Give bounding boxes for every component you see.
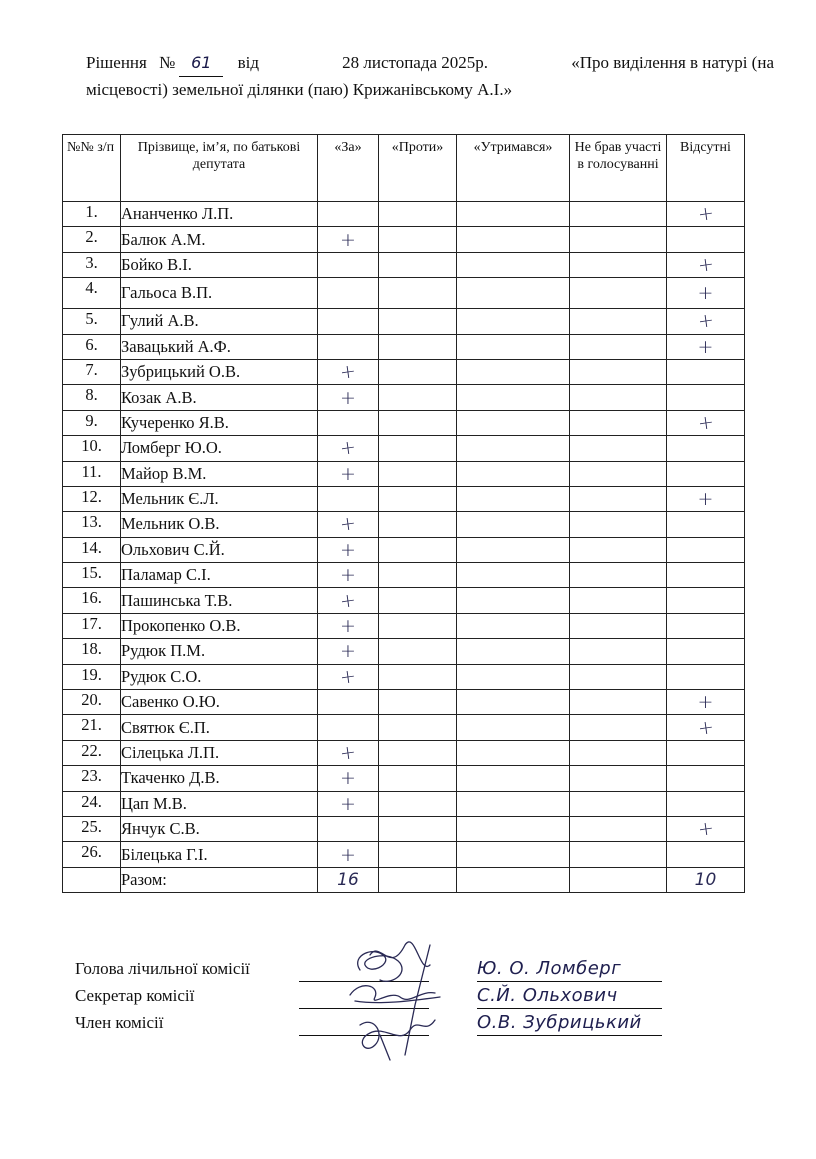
table-row [63,436,745,461]
vote-against-cell [379,486,457,511]
deputy-name: Рудюк П.М. [121,639,318,664]
not-voted-cell [570,309,667,334]
table-row [63,227,745,252]
row-number: 12. [63,486,121,511]
deputy-name: Святюк Є.П. [121,715,318,740]
row-number: 24. [63,791,121,816]
table-row [63,309,745,334]
absent-mark: + [696,252,715,277]
from-word: від [237,53,259,72]
deputy-name: Ананченко Л.П. [121,202,318,227]
absent-mark: + [697,691,714,714]
table-row [63,588,745,613]
vote-against-cell [379,639,457,664]
absent-cell [667,639,745,664]
signature-secretary [350,986,440,1003]
vote-against-cell [379,766,457,791]
total-row [63,867,745,892]
secretary-name: С.Й. Ольхович [477,984,662,1009]
table-row [63,512,745,537]
vote-for-cell [318,385,379,410]
absent-cell [667,252,745,277]
absent-cell [667,512,745,537]
deputy-name: Завацький А.Ф. [121,334,318,359]
row-number: 22. [63,740,121,765]
deputy-name: Майор В.М. [121,461,318,486]
row-number: 3. [63,252,121,277]
absent-cell [667,588,745,613]
not-voted-cell [570,690,667,715]
vote-for-mark: + [340,767,356,790]
vote-abstained-cell [457,690,570,715]
vote-for-cell [318,588,379,613]
absent-mark: + [697,335,714,358]
deputy-name: Янчук С.В. [121,816,318,841]
table-row [63,613,745,638]
table-header-row [63,135,745,202]
vote-against-cell [379,512,457,537]
deputy-name: Цап М.В. [121,791,318,816]
handwritten-signatures [330,935,450,1065]
vote-abstained-cell [457,664,570,689]
absent-cell [667,359,745,384]
total-against [379,867,457,892]
vote-for-mark: + [340,538,356,561]
vote-abstained-cell [457,563,570,588]
vote-against-cell [379,202,457,227]
vote-against-cell [379,334,457,359]
absent-mark: + [696,715,715,740]
row-number: 21. [63,715,121,740]
vote-for-cell [318,639,379,664]
vote-abstained-cell [457,816,570,841]
row-number: 9. [63,410,121,435]
vote-against-cell [379,385,457,410]
absent-cell [667,715,745,740]
vote-for-mark: + [338,588,358,613]
vote-abstained-cell [457,613,570,638]
vote-abstained-cell [457,252,570,277]
absent-cell [667,816,745,841]
total-abstained [457,867,570,892]
vote-for-cell [318,690,379,715]
table-row [63,715,745,740]
header-absent: Відсутні [667,135,745,202]
absent-mark: + [696,410,715,435]
vote-for-mark: + [340,564,356,587]
vote-for-cell [318,202,379,227]
row-number: 17. [63,613,121,638]
header-name: Прізвище, ім’я, по батькові депутата [121,135,318,202]
deputy-name: Мельник О.В. [121,512,318,537]
vote-for-mark: + [340,228,356,251]
not-voted-cell [570,202,667,227]
vote-for-cell [318,563,379,588]
vote-for-cell [318,715,379,740]
not-voted-cell [570,563,667,588]
row-number: 20. [63,690,121,715]
table-row [63,740,745,765]
absent-cell [667,740,745,765]
not-voted-cell [570,334,667,359]
vote-against-cell [379,436,457,461]
vote-against-cell [379,227,457,252]
absent-cell [667,690,745,715]
vote-abstained-cell [457,385,570,410]
not-voted-cell [570,664,667,689]
vote-for-cell [318,537,379,562]
vote-abstained-cell [457,639,570,664]
vote-against-cell [379,664,457,689]
not-voted-cell [570,512,667,537]
row-number: 25. [63,816,121,841]
not-voted-cell [570,588,667,613]
vote-abstained-cell [457,227,570,252]
table-row [63,486,745,511]
absent-mark: + [696,817,715,842]
total-absent [667,867,745,892]
table-body [63,202,745,868]
secretary-role: Секретар комісії [75,986,195,1005]
table-row [63,359,745,384]
vote-abstained-cell [457,436,570,461]
member-name: О.В. Зубрицький [477,1011,662,1036]
vote-abstained-cell [457,278,570,309]
row-number: 7. [63,359,121,384]
vote-for-mark: + [340,386,356,409]
total-empty-cell [63,867,121,892]
decision-date: 28 листопада 2025р. [342,53,489,72]
vote-for-mark: + [338,360,358,385]
table-row [63,461,745,486]
absent-cell [667,842,745,867]
absent-mark: + [697,488,714,511]
vote-against-cell [379,816,457,841]
deputy-name: Кучеренко Я.В. [121,410,318,435]
deputy-name: Сілецька Л.П. [121,740,318,765]
table-row [63,664,745,689]
absent-cell [667,410,745,435]
row-number: 8. [63,385,121,410]
vote-for-cell [318,309,379,334]
table-row [63,791,745,816]
not-voted-cell [570,461,667,486]
row-number: 18. [63,639,121,664]
vote-against-cell [379,359,457,384]
absent-cell [667,436,745,461]
vote-against-cell [379,715,457,740]
absent-mark: + [697,282,714,305]
table-row [63,252,745,277]
deputy-name: Паламар С.І. [121,563,318,588]
table-row [63,563,745,588]
deputy-name: Ольхович С.Й. [121,537,318,562]
absent-cell [667,227,745,252]
vote-against-cell [379,690,457,715]
row-number: 16. [63,588,121,613]
vote-for-cell [318,252,379,277]
voting-table [62,134,745,893]
table-row [63,766,745,791]
vote-for-cell [318,410,379,435]
vote-against-cell [379,252,457,277]
absent-cell [667,278,745,309]
not-voted-cell [570,613,667,638]
row-number: 15. [63,563,121,588]
table-row [63,816,745,841]
vote-for-cell [318,664,379,689]
not-voted-cell [570,816,667,841]
header-num: №№ з/п [63,135,121,202]
vote-for-cell [318,334,379,359]
decision-number-block [86,50,259,77]
row-number: 14. [63,537,121,562]
vote-for-cell [318,278,379,309]
total-for [318,867,379,892]
not-voted-cell [570,252,667,277]
vote-for-mark: + [338,664,358,689]
not-voted-cell [570,740,667,765]
absent-cell [667,664,745,689]
header-abstained: «Утримався» [457,135,570,202]
not-voted-cell [570,486,667,511]
header-for: «За» [318,135,379,202]
vote-for-cell [318,436,379,461]
not-voted-cell [570,359,667,384]
decision-number: 61 [179,50,223,77]
vote-for-cell [318,816,379,841]
vote-against-cell [379,410,457,435]
deputy-name: Козак А.В. [121,385,318,410]
table-row [63,537,745,562]
vote-against-cell [379,461,457,486]
vote-against-cell [379,613,457,638]
vote-abstained-cell [457,334,570,359]
vote-abstained-cell [457,715,570,740]
table-row [63,410,745,435]
row-number: 19. [63,664,121,689]
header-against: «Проти» [379,135,457,202]
absent-cell [667,791,745,816]
absent-cell [667,309,745,334]
vote-for-mark: + [340,615,356,638]
deputy-name: Мельник Є.Л. [121,486,318,511]
not-voted-cell [570,639,667,664]
vote-for-cell [318,359,379,384]
row-number: 11. [63,461,121,486]
absent-cell [667,202,745,227]
not-voted-cell [570,791,667,816]
vote-abstained-cell [457,461,570,486]
not-voted-cell [570,842,667,867]
signature-member [360,1020,435,1060]
table-row [63,385,745,410]
deputy-name: Бойко В.І. [121,252,318,277]
title-start: «Про виділення в натурі (на [571,53,774,72]
vote-abstained-cell [457,740,570,765]
vote-for-cell [318,791,379,816]
absent-cell [667,385,745,410]
deputy-name: Білецька Г.І. [121,842,318,867]
vote-abstained-cell [457,309,570,334]
vote-for-cell [318,227,379,252]
vote-against-cell [379,740,457,765]
vote-abstained-cell [457,410,570,435]
not-voted-cell [570,227,667,252]
absent-cell [667,766,745,791]
deputy-name: Рудюк С.О. [121,664,318,689]
row-number: 23. [63,766,121,791]
vote-for-mark: + [340,843,356,866]
vote-for-mark: + [340,792,356,815]
not-voted-cell [570,715,667,740]
deputy-name: Пашинська Т.В. [121,588,318,613]
total-not-voted [570,867,667,892]
vote-against-cell [379,842,457,867]
number-sign: № [159,53,176,72]
title-line-1 [86,50,774,77]
chair-role: Голова лічильної комісії [75,959,250,978]
deputy-name: Савенко О.Ю. [121,690,318,715]
vote-against-cell [379,588,457,613]
vote-against-cell [379,278,457,309]
deputy-name: Ломберг Ю.О. [121,436,318,461]
row-number: 1. [63,202,121,227]
vote-for-cell [318,486,379,511]
table-row [63,278,745,309]
not-voted-cell [570,410,667,435]
absent-cell [667,613,745,638]
vote-for-mark: + [340,462,356,485]
absent-cell [667,537,745,562]
not-voted-cell [570,537,667,562]
row-number: 5. [63,309,121,334]
vote-for-mark: + [338,436,358,461]
vote-for-mark: + [338,740,358,766]
vote-for-cell [318,842,379,867]
table-row [63,334,745,359]
row-number: 2. [63,227,121,252]
absent-cell [667,334,745,359]
vote-for-mark: + [338,512,358,537]
not-voted-cell [570,385,667,410]
deputy-name: Гальоса В.П. [121,278,318,309]
table-row [63,639,745,664]
table-row [63,690,745,715]
member-role: Член комісії [75,1013,164,1032]
row-number: 10. [63,436,121,461]
absent-cell [667,563,745,588]
row-number: 6. [63,334,121,359]
absent-cell [667,486,745,511]
absent-mark: + [696,309,715,334]
vote-for-cell [318,766,379,791]
row-number: 13. [63,512,121,537]
vote-for-cell [318,512,379,537]
vote-abstained-cell [457,842,570,867]
deputy-name: Прокопенко О.В. [121,613,318,638]
total-label: Разом: [121,867,318,892]
vote-against-cell [379,563,457,588]
vote-against-cell [379,537,457,562]
vote-for-cell [318,613,379,638]
vote-against-cell [379,309,457,334]
total-absent-value: 10 [694,869,717,890]
decision-title [86,50,774,103]
deputy-name: Гулий А.В. [121,309,318,334]
vote-for-cell [318,461,379,486]
deputy-name: Балюк А.М. [121,227,318,252]
vote-against-cell [379,791,457,816]
total-for-value: 16 [337,869,359,890]
vote-for-mark: + [340,640,356,663]
table-row [63,842,745,867]
decision-word: Рішення [86,53,147,72]
title-line-2: місцевості) земельної ділянки (паю) Крижанівському А.І.» [86,80,513,99]
header-not-voted: Не брав участі в голосуванні [570,135,667,202]
vote-for-cell [318,740,379,765]
absent-mark: + [696,202,715,227]
not-voted-cell [570,766,667,791]
vote-abstained-cell [457,512,570,537]
vote-abstained-cell [457,588,570,613]
table-row [63,202,745,227]
vote-abstained-cell [457,791,570,816]
chair-name: Ю. О. Ломберг [477,957,662,982]
vote-abstained-cell [457,359,570,384]
row-number: 4. [63,278,121,309]
vote-abstained-cell [457,537,570,562]
vote-abstained-cell [457,766,570,791]
not-voted-cell [570,278,667,309]
row-number: 26. [63,842,121,867]
vote-abstained-cell [457,202,570,227]
deputy-name: Ткаченко Д.В. [121,766,318,791]
absent-cell [667,461,745,486]
not-voted-cell [570,436,667,461]
vote-abstained-cell [457,486,570,511]
deputy-name: Зубрицький О.В. [121,359,318,384]
